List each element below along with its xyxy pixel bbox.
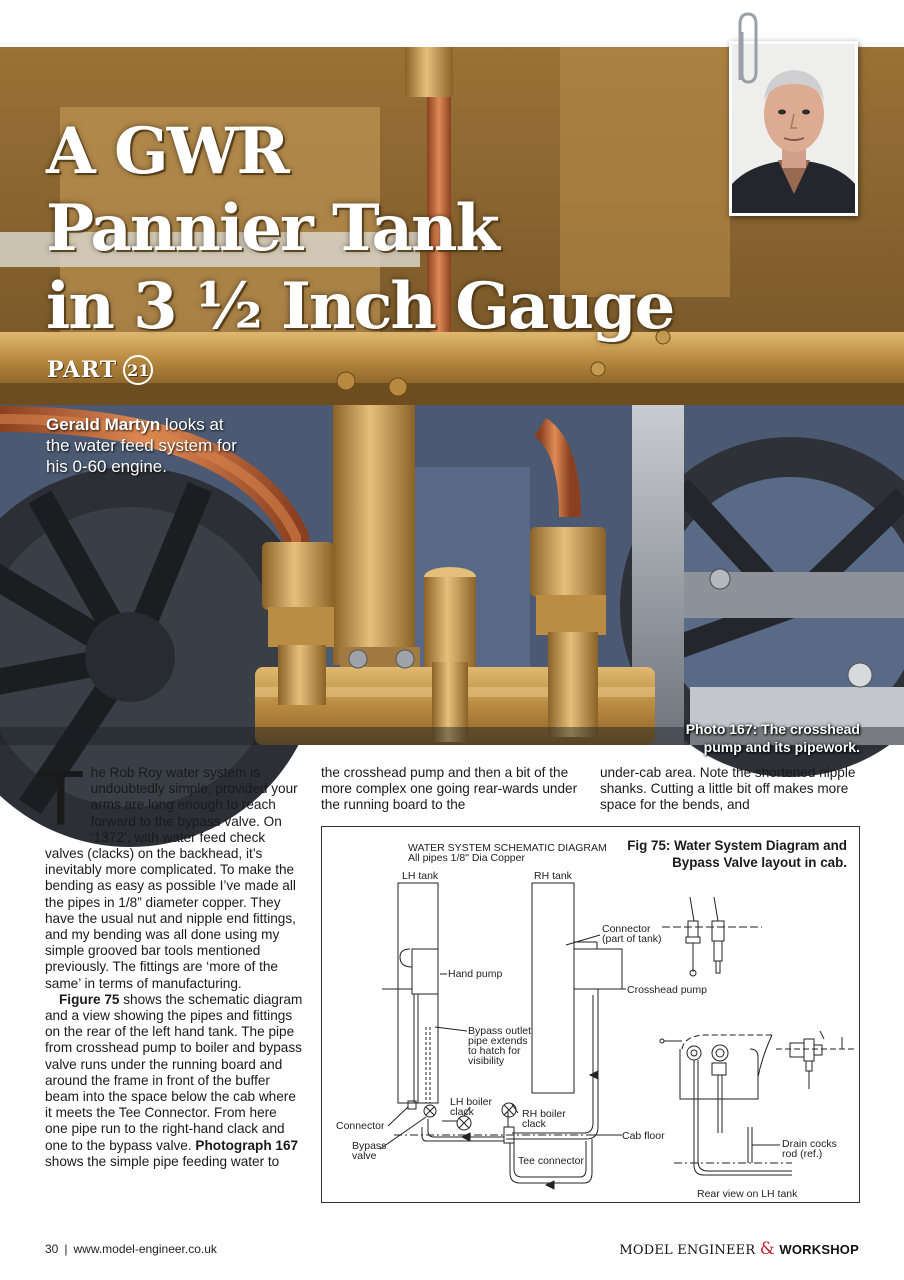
- label-connector-tank-1: Connector: [602, 923, 651, 935]
- part-text: PART: [47, 357, 118, 383]
- label-hand-pump: Hand pump: [448, 968, 503, 980]
- page-number: 30: [45, 1242, 59, 1256]
- column-2-text: the crosshead pump and then a bit of the more complex one going rear-wards under the running board to the: [321, 765, 578, 813]
- paragraph-1-text: he Rob Roy water system is undoubtedly simple, provided your arms are long enough to reach forward to the bypass valve. On ‘1372’, with water feed check valves (clacks) on the backhead, it’s inevitably more complicated. To make the bending as easy as possible I’ve made all the pipes in 1/8” diameter copper. They have the usual nut and nipple end fittings, and my bending was all done using my simple grooved bar tools mentioned previously. The fittings are ‘more of the same’ in terms of manufacturing.: [45, 765, 298, 991]
- label-lh-boiler-2: clack: [450, 1106, 474, 1118]
- label-rear-view: Rear view on LH tank: [697, 1188, 798, 1200]
- label-rh-tank: RH tank: [534, 870, 572, 882]
- label-crosshead-pump: Crosshead pump: [627, 984, 707, 996]
- figure-75-ref: Figure 75: [59, 991, 120, 1007]
- drop-cap: T: [37, 754, 85, 842]
- clack-fittings-detail: [662, 897, 762, 976]
- label-cab-floor: Cab floor: [622, 1130, 665, 1142]
- diagram-subtitle: All pipes 1/8" Dia Copper: [408, 852, 525, 864]
- label-bypass-valve-2: valve: [352, 1150, 377, 1162]
- label-rh-boiler-2: clack: [522, 1118, 546, 1130]
- label-rh-boiler-1: RH boiler: [522, 1108, 566, 1120]
- paragraph-2: [45, 992, 303, 1170]
- magazine-ampersand: &: [759, 1239, 776, 1259]
- label-drain-cocks-2: rod (ref.): [782, 1148, 823, 1160]
- rh-tank-outline: [532, 883, 574, 1093]
- article-title-line-2: Pannier Tank: [46, 191, 498, 266]
- body-column-3: [600, 765, 858, 814]
- label-bypass-outlet-2: pipe extends: [468, 1035, 528, 1047]
- article-title-line-3: in 3 ½ Inch Gauge: [46, 269, 674, 344]
- part-number-badge: 21: [123, 355, 153, 385]
- label-bypass-outlet-4: visibility: [468, 1055, 505, 1067]
- label-bypass-outlet-1: Bypass outlet: [468, 1025, 532, 1037]
- label-lh-boiler-1: LH boiler: [450, 1096, 493, 1108]
- crosshead-pump-body: [574, 949, 622, 989]
- label-bypass-outlet-3: to hatch for: [468, 1045, 521, 1057]
- body-column-1: [37, 754, 303, 1170]
- label-drain-cocks-1: Drain cocks: [782, 1138, 837, 1150]
- footer-left: [45, 1242, 217, 1256]
- label-connector-tank-2: (part of tank): [602, 933, 662, 945]
- author-name: Gerald Martyn: [46, 415, 161, 434]
- website-link[interactable]: www.model-engineer.co.uk: [73, 1242, 217, 1256]
- water-system-schematic: [322, 827, 859, 1202]
- label-lh-tank: LH tank: [402, 870, 439, 882]
- column-3-text: under-cab area. Note the shortened nipple shanks. Cutting a little bit off makes more space for the bends, and: [600, 765, 856, 813]
- hand-pump-body: [412, 949, 438, 994]
- standfirst-text: looks at the water feed system for his 0-60 engine.: [46, 415, 237, 476]
- footer-separator: |: [64, 1242, 68, 1256]
- figure-75: [321, 826, 860, 1203]
- figure-caption: Fig 75: Water System Diagram and Bypass Valve layout in cab.: [627, 838, 847, 870]
- magazine-name-b: WORKSHOP: [779, 1242, 859, 1257]
- label-tee-connector: Tee connector: [518, 1155, 584, 1167]
- paragraph-2-end: shows the simple pipe feeding water to: [45, 1153, 280, 1169]
- paragraph-2-text: shows the schematic diagram and a view showing the pipes and fittings on the rear of the left hand tank. The pipe from crosshead pump to boiler and bypass valve runs under the running board and around the frame in front of the buffer beam into the space below the cab where it meets the Tee Connector. From here one pipe run to the right-hand clack and one to the bypass valve.: [45, 991, 303, 1153]
- magazine-name: [619, 1239, 859, 1259]
- paragraph-1: [37, 754, 303, 992]
- photograph-167-ref: Photograph 167: [195, 1137, 299, 1153]
- part-label: [47, 355, 153, 385]
- rear-view-lh-tank: [660, 1031, 856, 1175]
- article-title-line-1: A GWR: [46, 114, 288, 189]
- diagram-title: WATER SYSTEM SCHEMATIC DIAGRAM: [408, 842, 607, 854]
- magazine-name-a: MODEL ENGINEER: [619, 1243, 756, 1258]
- standfirst: [46, 414, 246, 477]
- label-connector: Connector: [336, 1120, 385, 1132]
- photo-caption: Photo 167: The crosshead pump and its pipework.: [685, 721, 860, 755]
- label-bypass-valve-1: Bypass: [352, 1140, 387, 1152]
- body-column-2: [321, 765, 579, 814]
- paperclip-icon: [728, 10, 764, 88]
